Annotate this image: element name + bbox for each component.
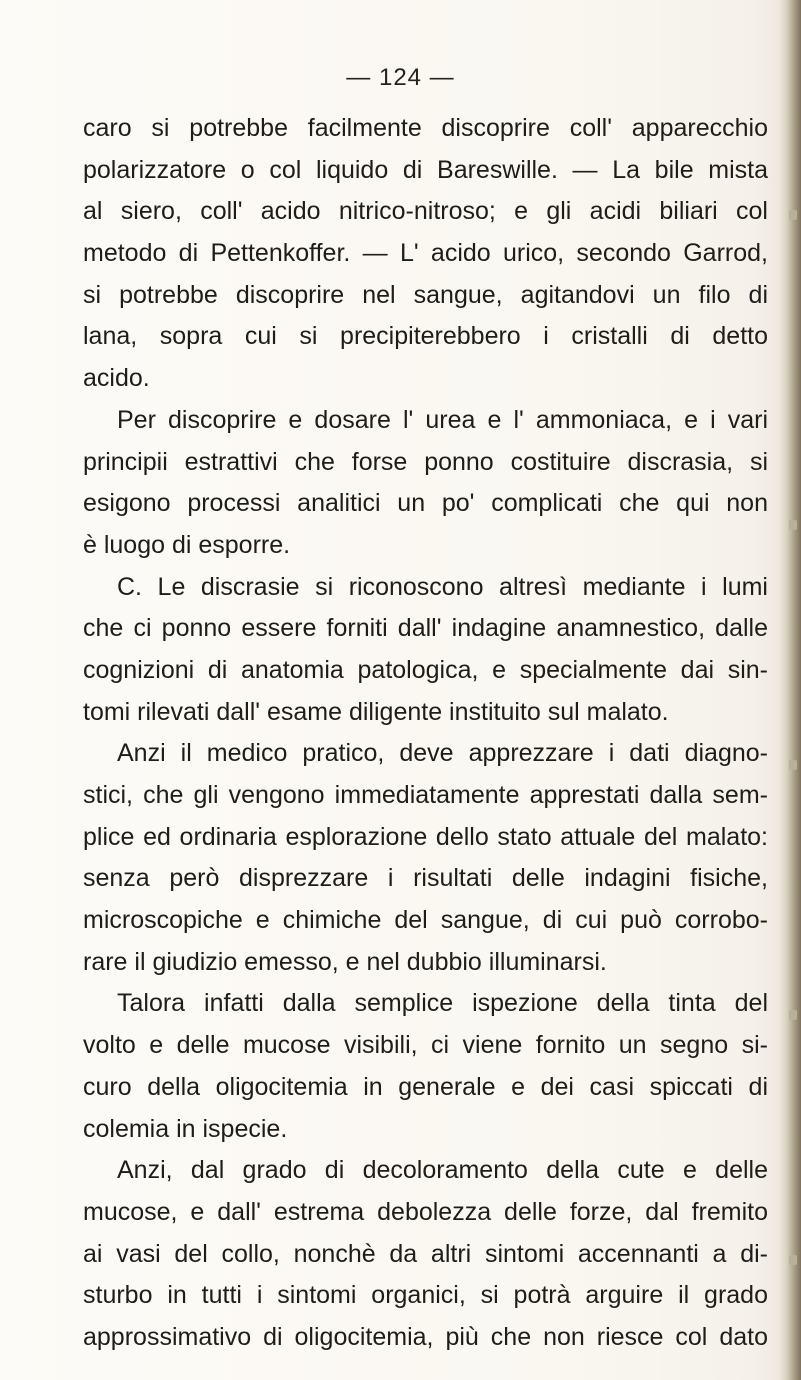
text-line: ai vasi del collo, nonchè da altri sintomi accennanti a di- — [83, 1239, 768, 1268]
page-number: — 124 — — [346, 64, 455, 91]
paragraph-start-line: Anzi il medico pratico, deve apprezzare i dati diagno- — [117, 739, 768, 768]
paragraph-start-line: C. Le discrasie si riconoscono altresì mediante i lumi — [117, 572, 768, 601]
page-edge-shadow — [779, 0, 801, 1380]
text-line: polarizzatore o col liquido di Bareswille. — La bile mista — [83, 155, 768, 184]
paragraph-start-line: Per discoprire e dosare l' urea e l' ammoniaca, e i vari — [117, 405, 768, 434]
edge-mark — [789, 1010, 797, 1020]
text-line: volto e delle mucose visibili, ci viene fornito un segno si- — [83, 1031, 768, 1060]
edge-mark — [789, 210, 797, 220]
edge-mark — [789, 1255, 797, 1265]
text-line: microscopiche e chimiche del sangue, di cui può corrobo- — [83, 906, 768, 935]
text-line: senza però disprezzare i risultati delle indagini fisiche, — [83, 864, 768, 893]
text-line: mucose, e dall' estrema debolezza delle forze, dal fremito — [83, 1197, 768, 1226]
body-text — [83, 108, 768, 1359]
edge-mark — [789, 760, 797, 770]
text-line: stici, che gli vengono immediatamente apprestati dalla sem- — [83, 781, 768, 809]
text-line: metodo di Pettenkoffer. — L' acido urico, secondo Garrod, — [83, 239, 768, 268]
text-line: esigono processi analitici un po' complicati che qui non — [83, 489, 768, 518]
text-line: colemia in ispecie. — [83, 1114, 288, 1143]
text-line: che ci ponno essere forniti dall' indagine anamnestico, dalle — [83, 614, 768, 643]
text-line: si potrebbe discoprire nel sangue, agitandovi un filo di — [83, 280, 768, 309]
text-line: curo della oligocitemia in generale e dei casi spiccati di — [83, 1072, 768, 1101]
text-line: al siero, coll' acido nitrico-nitroso; e gli acidi biliari col — [83, 197, 768, 226]
edge-mark — [789, 520, 797, 530]
text-line: lana, sopra cui si precipiterebbero i cristalli di detto — [83, 322, 768, 351]
text-line: sturbo in tutti i sintomi organici, si potrà arguire il grado — [83, 1281, 768, 1310]
text-line: cognizioni di anatomia patologica, e specialmente dai sin- — [83, 655, 768, 684]
text-line: tomi rilevati dall' esame diligente instituito sul malato. — [83, 697, 669, 726]
text-line: principii estrattivi che forse ponno costituire discrasia, si — [83, 447, 768, 476]
paragraph-start-line: Talora infatti dalla semplice ispezione della tinta del — [117, 989, 768, 1018]
paragraph-start-line: Anzi, dal grado di decoloramento della cute e delle — [117, 1156, 768, 1185]
text-line: caro si potrebbe facilmente discoprire coll' apparecchio — [83, 114, 768, 142]
text-line: plice ed ordinaria esplorazione dello stato attuale del malato: — [83, 822, 768, 851]
text-line: è luogo di esporre. — [83, 530, 291, 559]
text-line: rare il giudizio emesso, e nel dubbio illuminarsi. — [83, 947, 607, 976]
text-line: approssimativo di oligocitemia, più che non riesce col dato — [83, 1322, 768, 1351]
text-line: acido. — [83, 364, 150, 393]
